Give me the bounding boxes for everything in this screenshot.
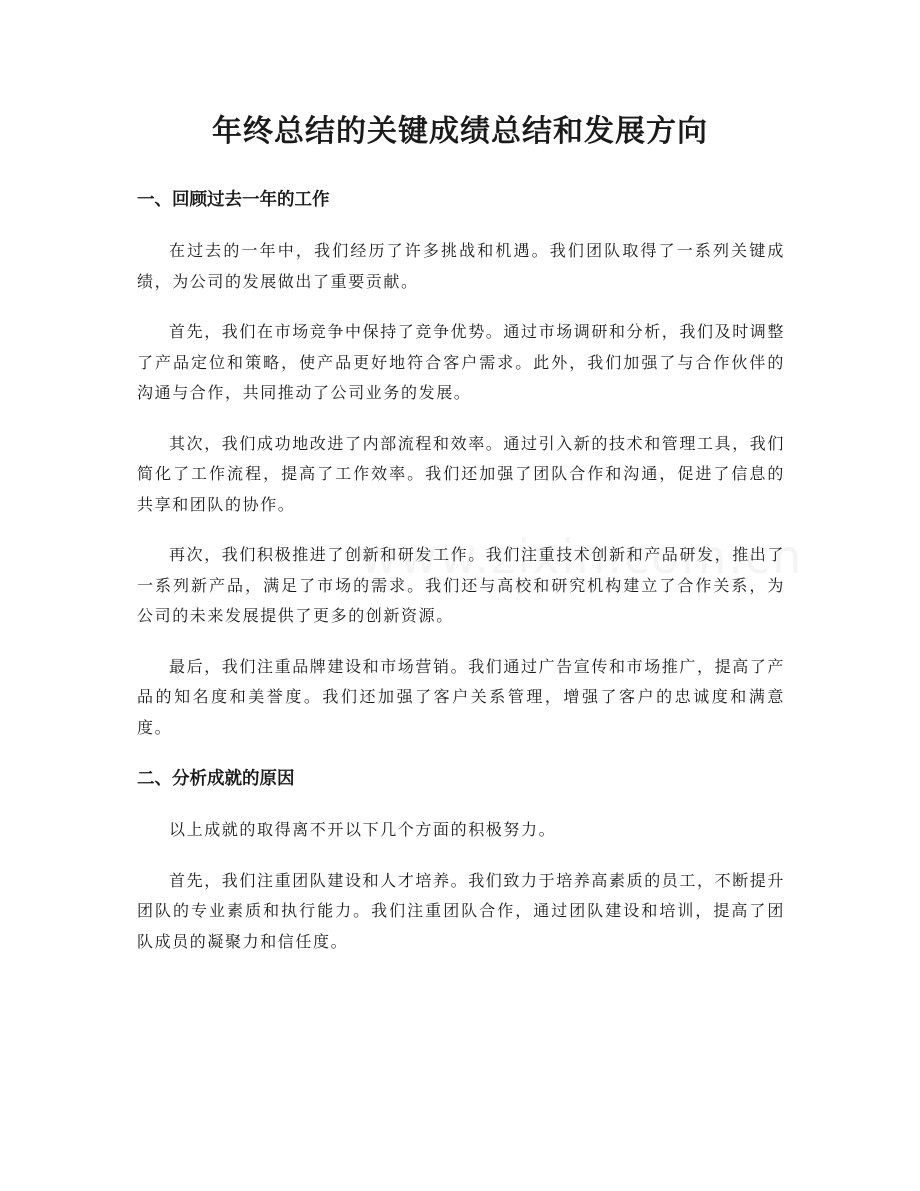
document-body xyxy=(137,184,785,977)
paragraph: 以上成就的取得离不开以下几个方面的积极努力。 xyxy=(169,820,557,839)
paragraph: 在过去的一年中，我们经历了许多挑战和机遇。我们团队取得了一系列关键成绩，为公司的发展做出了重要贡献。 xyxy=(137,241,785,291)
section-heading: 二、分析成就的原因 xyxy=(137,769,295,789)
paragraph: 最后，我们注重品牌建设和市场营销。我们通过广告宣传和市场推广，提高了产品的知名度和美誉度。我们还加强了客户关系管理，增强了客户的忠诚度和满意度。 xyxy=(137,656,786,737)
paragraph: 首先，我们在市场竞争中保持了竞争优势。通过市场调研和分析，我们及时调整了产品定位和策略，使产品更好地符合客户需求。此外，我们加强了与合作伙伴的沟通与合作，共同推动了公司业务的发展。 xyxy=(137,322,786,402)
paragraph: 其次，我们成功地改进了内部流程和效率。通过引入新的技术和管理工具，我们简化了工作流程，提高了工作效率。我们还加强了团队合作和沟通，促进了信息的共享和团队的协作。 xyxy=(137,433,786,514)
paragraph: 首先，我们注重团队建设和人才培养。我们致力于培养高素质的员工，不断提升团队的专业素质和执行能力。我们注重团队合作，通过团队建设和培训，提高了团队成员的凝聚力和信任度。 xyxy=(137,870,786,951)
page-title: 年终总结的关键成绩总结和发展方向 xyxy=(212,114,708,149)
section-heading: 一、回顾过去一年的工作 xyxy=(137,190,330,210)
paragraph: 再次，我们积极推进了创新和研发工作。我们注重技术创新和产品研发，推出了一系列新产品，满足了市场的需求。我们还与高校和研究机构建立了合作关系，为公司的未来发展提供了更多的创新资源。 xyxy=(137,545,786,625)
